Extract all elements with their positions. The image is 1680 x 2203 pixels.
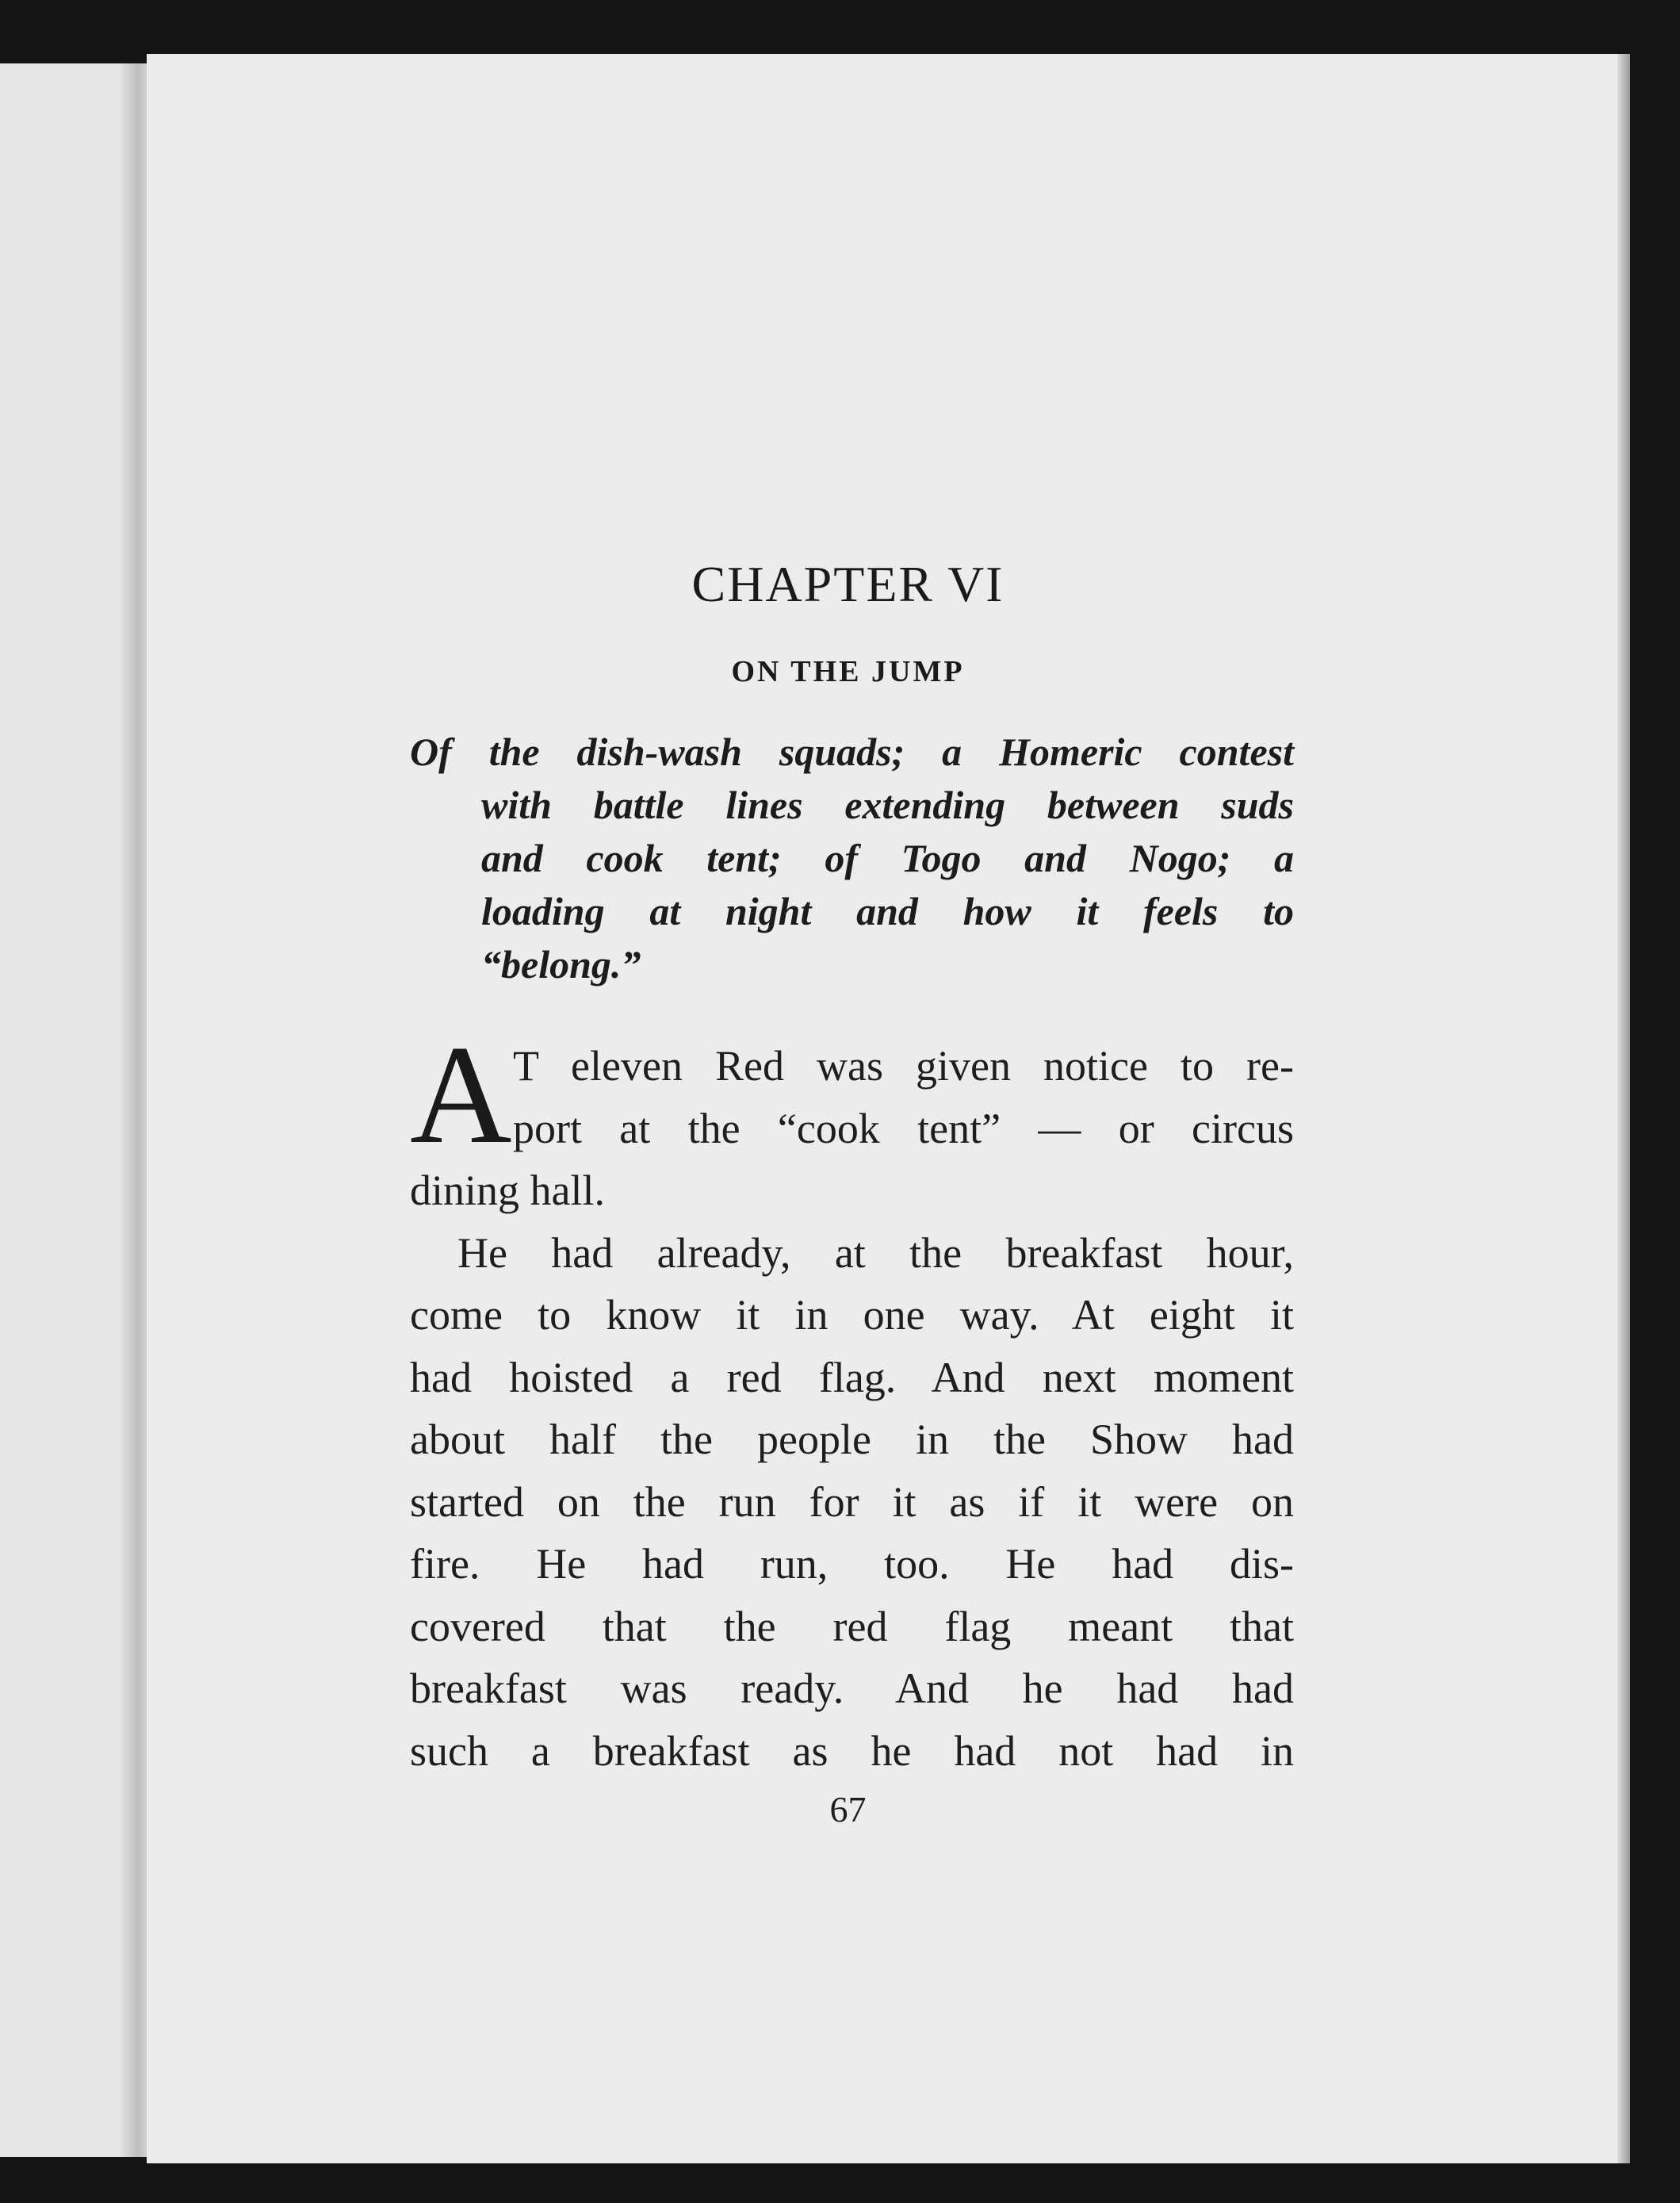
binding-gutter — [119, 63, 151, 2157]
body-line: dining hall. — [410, 1167, 605, 1214]
synopsis-line: and cook tent; of Togo and Nogo; a — [481, 836, 1294, 880]
synopsis-line: with battle lines extending between suds — [481, 783, 1294, 827]
body-line: had hoisted a red flag. And next moment — [410, 1353, 1294, 1401]
body-line: breakfast was ready. And he had had — [410, 1665, 1294, 1712]
body-line: port at the “cook tent” — or circus — [513, 1104, 1294, 1152]
page-right-edge — [1617, 54, 1630, 2163]
page-number: 67 — [829, 1789, 867, 1829]
chapter-subtitle: ON THE JUMP — [731, 655, 965, 688]
body-line: come to know it in one way. At eight it — [410, 1291, 1294, 1339]
drop-cap: A — [410, 1016, 512, 1173]
body-line: such a breakfast as he had not had in — [410, 1726, 1294, 1775]
chapter-title: CHAPTER VI — [691, 556, 1005, 612]
body-line: about half the people in the Show had — [410, 1416, 1294, 1463]
synopsis-line: “belong.” — [481, 942, 641, 987]
body-line: started on the run for it as if it were on — [410, 1477, 1294, 1526]
body-line: fire. He had run, too. He had dis- — [410, 1540, 1294, 1588]
body-line: He had already, at the breakfast hour, — [457, 1228, 1294, 1277]
body-line: covered that the red flag meant that — [410, 1602, 1294, 1650]
body-text — [410, 1035, 1294, 1782]
synopsis-line: Of the dish-wash squads; a Homeric contest — [410, 730, 1294, 774]
synopsis-line: loading at night and how it feels to — [481, 889, 1294, 933]
body-line: T eleven Red was given notice to re- — [513, 1042, 1294, 1090]
chapter-synopsis — [410, 726, 1294, 991]
